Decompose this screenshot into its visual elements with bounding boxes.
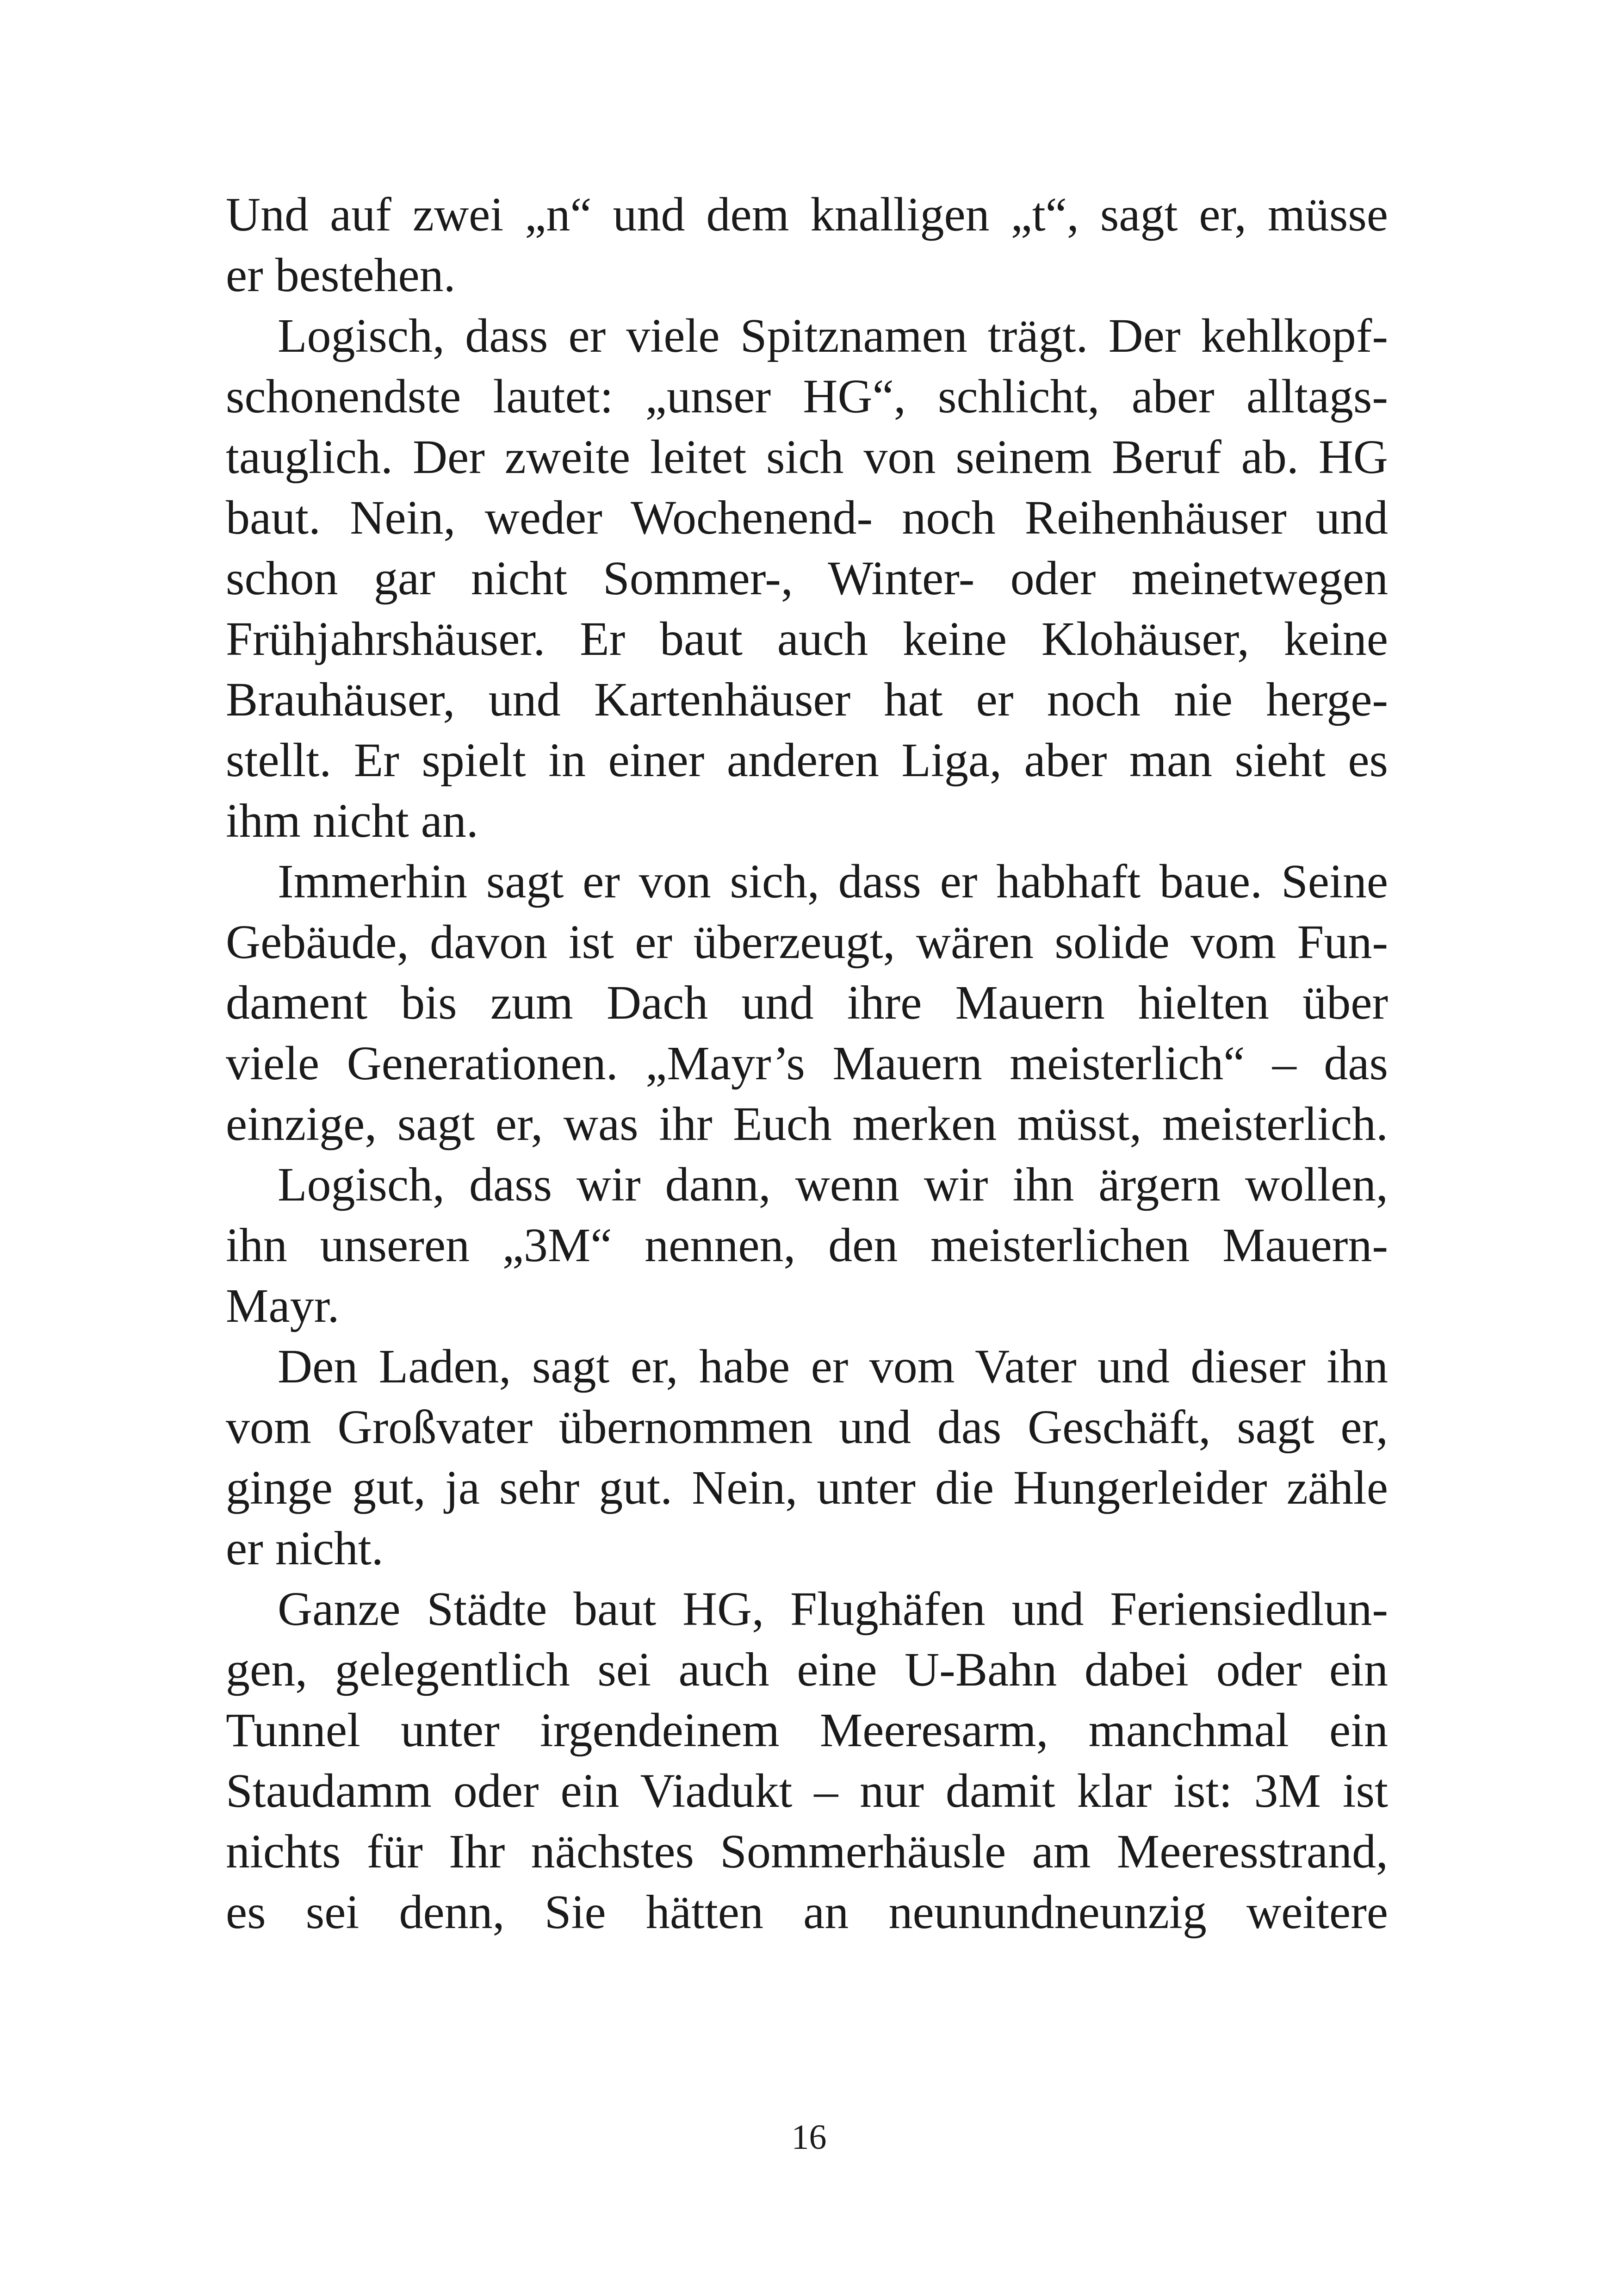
text-line: Ganze Städte baut HG, Flughäfen und Feriensiedlun- <box>278 1582 1388 1636</box>
text-line: Logisch, dass er viele Spitznamen trägt. Der kehlkopf- <box>278 309 1388 362</box>
text-line: Frühjahrshäuser. Er baut auch keine Klohäuser, keine <box>226 612 1388 666</box>
text-line: er nicht. <box>226 1522 384 1575</box>
text-line: Tunnel unter irgendeinem Meeresarm, manchmal ein <box>226 1704 1388 1757</box>
text-line: es sei denn, Sie hätten an neunundneunzig weitere <box>226 1885 1388 1939</box>
text-line: viele Generationen. „Mayr’s Mauern meisterlich“ – das <box>226 1037 1388 1090</box>
text-line: Staudamm oder ein Viadukt – nur damit klar ist: 3M ist <box>226 1764 1388 1817</box>
text-line: ihn unseren „3M“ nennen, den meisterlichen Mauern- <box>226 1219 1388 1272</box>
text-line: tauglich. Der zweite leitet sich von seinem Beruf ab. HG <box>226 430 1388 484</box>
text-line: Und auf zwei „n“ und dem knalligen „t“, sagt er, müsse <box>226 188 1388 241</box>
text-line: vom Großvater übernommen und das Geschäft, sagt er, <box>226 1400 1388 1454</box>
text-line: Logisch, dass wir dann, wenn wir ihn ärgern wollen, <box>278 1158 1388 1211</box>
text-line: nichts für Ihr nächstes Sommerhäusle am Meeresstrand, <box>226 1825 1388 1878</box>
text-line: schon gar nicht Sommer-, Winter- oder meinetwegen <box>226 552 1388 605</box>
text-line: ginge gut, ja sehr gut. Nein, unter die Hungerleider zähle <box>226 1461 1388 1514</box>
text-line: stellt. Er spielt in einer anderen Liga, aber man sieht es <box>226 734 1388 787</box>
text-line: Brauhäuser, und Kartenhäuser hat er noch nie herge- <box>226 673 1388 726</box>
text-line: er bestehen. <box>226 249 456 302</box>
text-line: schonendste lautet: „unser HG“, schlicht, aber alltags- <box>226 370 1388 423</box>
text-line: Mayr. <box>226 1279 340 1332</box>
text-line: Gebäude, davon ist er überzeugt, wären solide vom Fun- <box>226 915 1388 969</box>
text-line: Den Laden, sagt er, habe er vom Vater und dieser ihn <box>278 1340 1388 1393</box>
text-line: baut. Nein, weder Wochenend- noch Reihenhäuser und <box>226 491 1388 544</box>
body-text <box>226 184 1388 1942</box>
text-line: ihm nicht an. <box>226 794 478 847</box>
text-line: gen, gelegentlich sei auch eine U-Bahn dabei oder ein <box>226 1643 1388 1696</box>
page-number: 16 <box>791 2118 827 2157</box>
text-line: einzige, sagt er, was ihr Euch merken müsst, meisterlich. <box>226 1097 1388 1151</box>
text-line: dament bis zum Dach und ihre Mauern hielten über <box>226 976 1388 1029</box>
text-line: Immerhin sagt er von sich, dass er habhaft baue. Seine <box>278 855 1388 908</box>
